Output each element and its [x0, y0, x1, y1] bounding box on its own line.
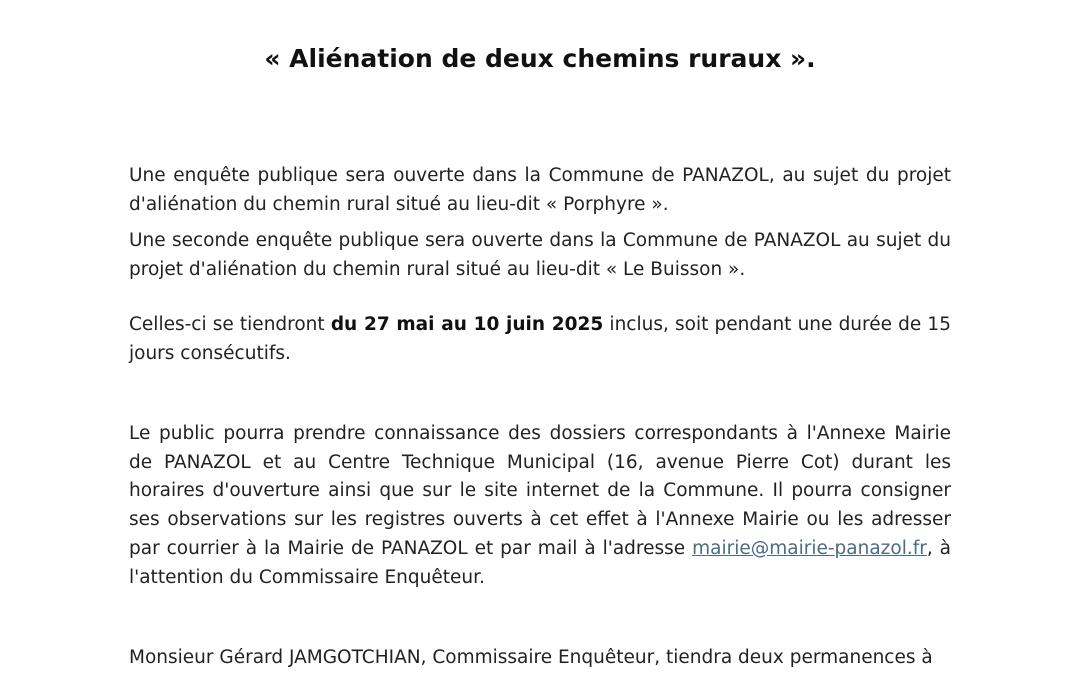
paragraph-consultation: [129, 420, 951, 592]
dates-duration-text: inclus, soit pendant une durée de 15 jours consécutifs.: [129, 314, 951, 364]
inquiry-dates: du 27 mai au 10 juin 2025: [330, 314, 604, 335]
document-title: « Aliénation de deux chemins ruraux ».: [264, 44, 816, 73]
paragraph-dates: [129, 311, 951, 368]
paragraph-le-buisson: Une seconde enquête publique sera ouverte dans la Commune de PANAZOL au sujet du projet d'aliénation du chemin rural situé au lieu-dit « Le Buisson ».: [129, 230, 951, 280]
paragraph-commissioner: Monsieur Gérard JAMGOTCHIAN, Commissaire Enquêteur, tiendra deux permanences à: [129, 647, 933, 668]
paragraph-porphyre: Une enquête publique sera ouverte dans la Commune de PANAZOL, au sujet du projet d'aliénation du chemin rural situé au lieu-dit « Porphyre ».: [129, 165, 951, 215]
consultation-text: Le public pourra prendre connaissance des dossiers correspondants à l'Annexe Mairie de PANAZOL et au Centre Technique Municipal (16, avenue Pierre Cot) durant les horaires d'ouverture ainsi que sur le site internet de la Commune. Il pourra consigner ses observations sur les registres ouverts à cet effet à l'Annexe Mairie ou les adresser par courrier à la Mairie de PANAZOL et par mail à l'adresse: [129, 423, 951, 559]
email-link[interactable]: mairie@mairie-panazol.fr: [692, 537, 927, 559]
dates-intro-text: Celles-ci se tiendront: [129, 314, 331, 335]
consultation-closing-text: , à l'attention du Commissaire Enquêteur.: [129, 537, 951, 588]
